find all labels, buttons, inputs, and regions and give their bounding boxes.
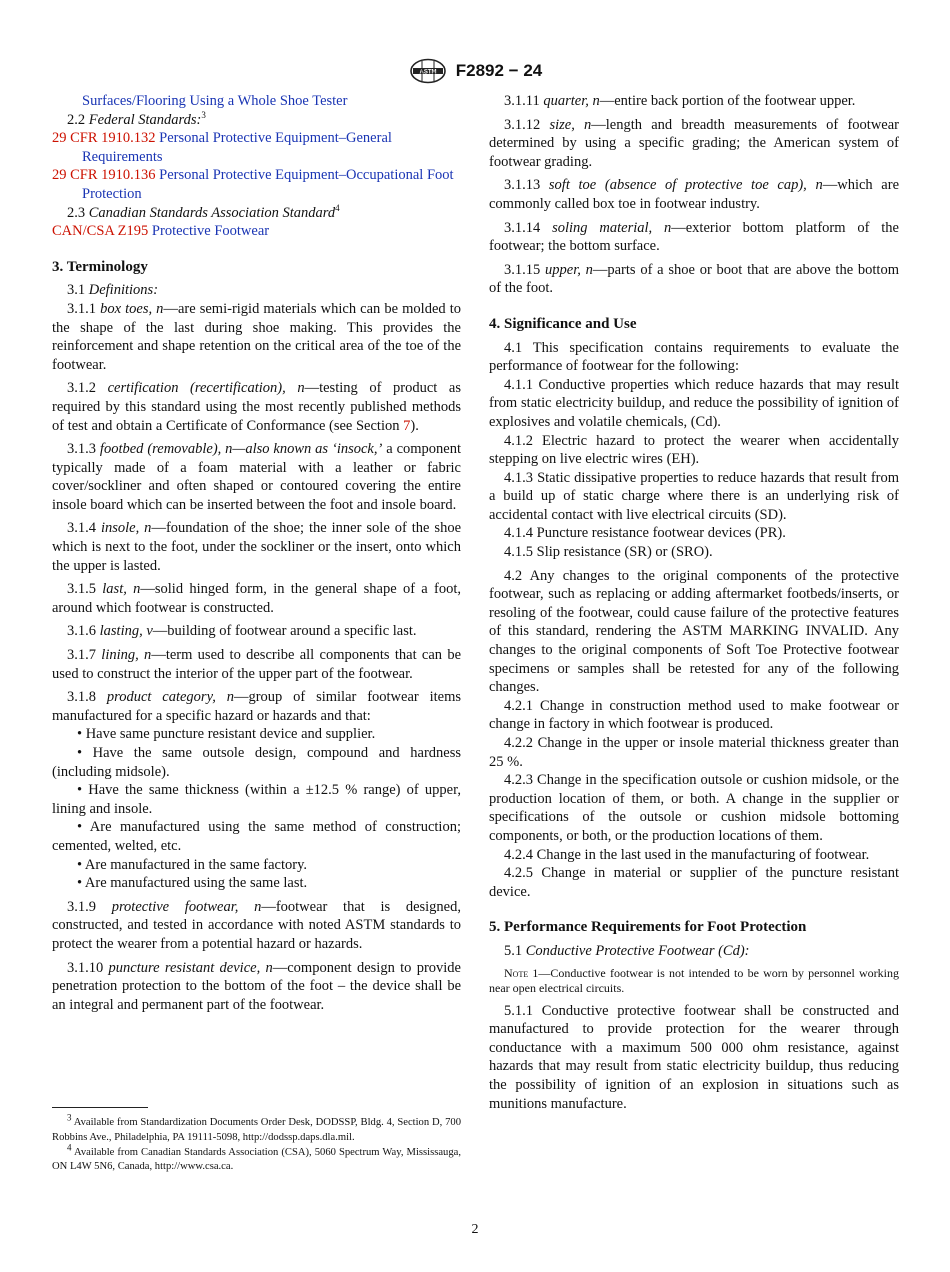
def-3-1-13: 3.1.13 soft toe (absence of protective toe cap), n—which are commonly called box toe in footwear industry. xyxy=(489,177,900,212)
def-3-1: 3.1 Definitions: xyxy=(67,282,159,299)
def-3-1-9: 3.1.9 protective footwear, n—footwear that is designed, constructed, and tested in accordance with noted ASTM standards to protect the wearer from a potential hazard or hazards. xyxy=(52,898,461,952)
left-column xyxy=(52,92,461,1019)
footnote-3: $^3$ Available from Standardization Documents Order Desk, DODSSP, Bldg. 4, Section D, 700 Robbins Ave., Philadelphia, PA 19111-5098, http://dodssp.daps.dla.mil. xyxy=(52,1112,461,1143)
para-4-2: 4.2 Any changes to the original components of the protective footwear, such as replacing or adding aftermarket footbeds/inserts, or resoling of the footwear, could cause failure of the protective features of this standard, rendering the ASTM MARKING INVALID. Any changes to the original components of Soft Toe Protective footwear specimens or samples shall be retested for any of the following changes. xyxy=(489,567,899,696)
list-item: • Have same puncture resistant device and supplier. xyxy=(77,726,376,743)
para-4-2-1: 4.2.1 Change in construction method used to make footwear or change in factory in which footwear is produced. xyxy=(489,697,900,733)
section-4-heading: 4. Significance and Use xyxy=(489,315,637,332)
footnotes xyxy=(52,1112,461,1175)
def-3-1-8: 3.1.8 product category, n—group of similar footwear items manufactured for a specific hazard or hazards and that: xyxy=(52,689,462,724)
def-3-1-14: 3.1.14 soling material, n—exterior bottom platform of the footwear; the bottom surface. xyxy=(489,219,899,255)
def-3-1-7: 3.1.7 lining, n—term used to describe all components that can be used to construct the interior of the upper part of the footwear. xyxy=(52,647,462,682)
para-4-1-4: 4.1.4 Puncture resistance footwear devices (PR). xyxy=(504,525,786,542)
def-3-1-6: 3.1.6 lasting, v—building of footwear around a specific last. xyxy=(67,623,417,640)
def-3-1-3: 3.1.3 footbed (removable), n—also known as ‘insock,’ a component typically made of a foam material with a leather or fabric cover/sockliner and often shaped or contoured covering the entire insole board which can be inserted between the foot and insole board. xyxy=(52,441,462,513)
para-5-1: 5.1 Conductive Protective Footwear (Cd): xyxy=(504,942,750,959)
def-3-1-5: 3.1.5 last, n—solid hinged form, in the general shape of a foot, around which footwear is constructed. xyxy=(52,581,462,616)
footnote-divider xyxy=(52,1107,148,1108)
right-column xyxy=(489,92,899,1118)
section-5-heading: 5. Performance Requirements for Foot Protection xyxy=(489,919,807,936)
def-3-1-12: 3.1.12 size, n—length and breadth measurements of footwear determined by using a specific grading; the American system of footwear grading. xyxy=(489,116,899,170)
standard-designation: F2892 − 24 xyxy=(455,61,543,80)
list-item: • Are manufactured in the same factory. xyxy=(77,856,307,873)
note-1: Note 1—Conductive footwear is not intended to be worn by personnel working near open electrical circuits. xyxy=(489,965,899,996)
footnote-4: $^4$ Available from Canadian Standards Association (CSA), 5060 Spectrum Way, Mississauga, ON L4W 5N6, Canada, http://www.csa.ca. xyxy=(52,1142,461,1173)
list-item: • Have the same outsole design, compound and hardness (including midsole). xyxy=(52,745,461,780)
para-4-2-3: 4.2.3 Change in the specification outsole or cushion midsole, or the production location of them, or both. A change in the supplier or specifications of the outsole or cushion midsole bottoming components, or both, or the production locations of them. xyxy=(489,772,899,844)
cfr-1910-136-ref[interactable]: 29 CFR 1910.136 Personal Protective Equipment–Occupational Foot Protection xyxy=(52,167,454,202)
svg-text:ASTM: ASTM xyxy=(419,69,437,76)
para-4-2-2: 4.2.2 Change in the upper or insole material thickness greater than 25 %. xyxy=(489,735,900,770)
page-header xyxy=(0,56,950,86)
page-number: 2 xyxy=(471,1222,479,1237)
def-3-1-4: 3.1.4 insole, n—foundation of the shoe; the inner sole of the shoe which is next to the foot, under the sockliner or the insert, onto which the upper is lasted. xyxy=(52,520,461,574)
list-item: • Have the same thickness (within a ±12.5 % range) of upper, lining and insole. xyxy=(52,782,461,817)
section-3-heading: 3. Terminology xyxy=(52,258,148,275)
para-4-1-3: 4.1.3 Static dissipative properties to reduce hazards that result from a build up of static charge where there is an underlying risk of accidental contact with live electrical circuits (SD). xyxy=(489,469,900,523)
def-3-1-15: 3.1.15 upper, n—parts of a shoe or boot that are above the bottom of the foot. xyxy=(489,261,899,297)
para-5-1-1: 5.1.1 Conductive protective footwear shall be constructed and manufactured to provide protection for the wearer through conductance with a maximum 500 000 ohm resistance, against hazards that may result from static electricity buildup, thus reducing the possibility of ignition of an explosion in situations such as munitions manufacture. xyxy=(489,1002,899,1112)
para-4-1-2: 4.1.2 Electric hazard to protect the wearer when accidentally stepping on live electric wires (EH). xyxy=(489,432,900,468)
list-item: • Are manufactured using the same last. xyxy=(77,875,308,892)
astm-logo-icon xyxy=(408,58,448,84)
section-7-link[interactable]: 7 xyxy=(403,417,411,434)
reference-continuation[interactable]: Surfaces/Flooring Using a Whole Shoe Tester xyxy=(82,93,348,109)
para-4-2-5: 4.2.5 Change in material or supplier of the puncture resistant device. xyxy=(489,865,899,900)
list-item: • Are manufactured using the same method of construction; cemented, welted, etc. xyxy=(52,819,461,854)
def-3-1-2: 3.1.2 certification (recertification), n—testing of product as required by this standard using the most recently published methods of test and obtain a Certificate of Conformance (see Section 7). xyxy=(52,380,461,434)
para-4-1-5: 4.1.5 Slip resistance (SR) or (SRO). xyxy=(504,544,713,561)
def-3-1-1: 3.1.1 box toes, n—are semi-rigid materials which can be molded to the shape of the last during shoe making. This provides the reinforcement and shape retention on the critical area of the toe of the footwear. xyxy=(52,300,461,373)
cfr-1910-132-ref[interactable]: 29 CFR 1910.132 Personal Protective Equipment–General Requirements xyxy=(52,130,392,165)
para-4-1: 4.1 This specification contains requirements to evaluate the performance of footwear for the following: xyxy=(489,339,899,375)
def-3-1-10: 3.1.10 puncture resistant device, n—component design to provide penetration protection to the bottom of the foot – the device shall be an integral and permanent part of the footwear. xyxy=(52,959,461,1013)
canadian-standard-heading: 2.3 Canadian Standards Association Standard$^4$ xyxy=(67,202,340,221)
para-4-2-4: 4.2.4 Change in the last used in the manufacturing of footwear. xyxy=(504,846,870,863)
federal-standards-heading: 2.2 Federal Standards:$^3$ xyxy=(67,109,206,128)
def-3-1-11: 3.1.11 quarter, n—entire back portion of the footwear upper. xyxy=(504,93,856,109)
para-4-1-1: 4.1.1 Conductive properties which reduce hazards that may result from static electricity buildup, and reduce the possibility of ignition of explosives and volatile chemicals, (Cd). xyxy=(489,376,900,430)
csa-z195-ref[interactable]: CAN/CSA Z195 Protective Footwear xyxy=(52,223,270,240)
